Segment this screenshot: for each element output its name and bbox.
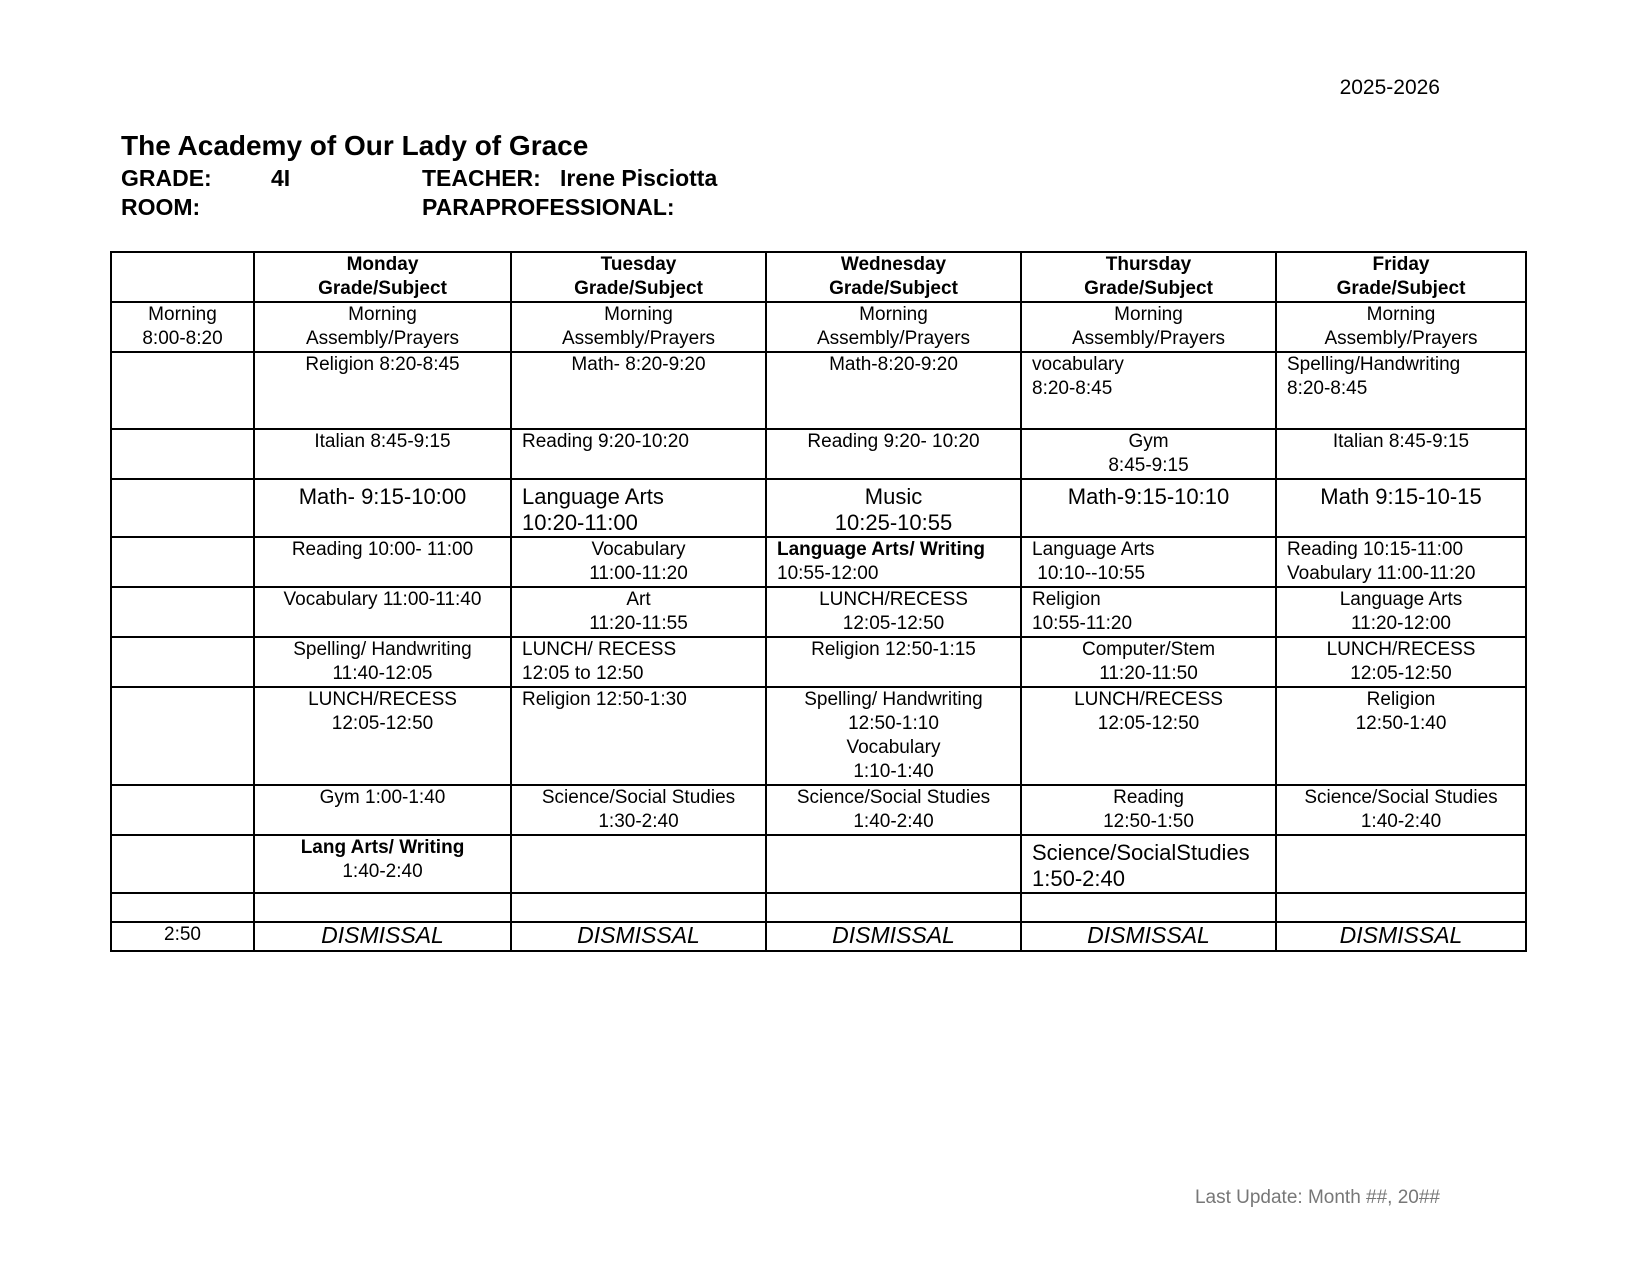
schedule-cell: Math-9:15-10:10 [1021, 479, 1276, 537]
schedule-cell: Italian 8:45-9:15 [1276, 429, 1526, 479]
schedule-cell: Religion 8:20-8:45 [254, 352, 511, 429]
schedule-cell: Spelling/ Handwriting 12:50-1:10 Vocabulary 1:10-1:40 [766, 687, 1021, 785]
schedule-cell: Morning Assembly/Prayers [254, 302, 511, 352]
grade-label: GRADE: [121, 165, 212, 191]
last-update: Last Update: Month ##, 20## [1194, 1187, 1440, 1208]
day-header-wednesday: Wednesday Grade/Subject [766, 252, 1021, 302]
table-row [111, 785, 1526, 835]
schedule-cell: Computer/Stem 11:20-11:50 [1021, 637, 1276, 687]
schedule-cell: vocabulary 8:20-8:45 [1021, 352, 1276, 429]
time-label-cell [111, 687, 254, 785]
schedule-cell: Science/SocialStudies 1:50-2:40 [1021, 835, 1276, 893]
grade-value: 4I [271, 165, 291, 191]
schedule-cell: Religion 10:55-11:20 [1021, 587, 1276, 637]
room-para-line [121, 194, 675, 221]
time-label-cell [111, 479, 254, 537]
schedule-cell: Italian 8:45-9:15 [254, 429, 511, 479]
table-row [111, 687, 1526, 785]
grade-teacher-line [121, 165, 717, 192]
day-header-tuesday: Tuesday Grade/Subject [511, 252, 766, 302]
schedule-cell: Math 9:15-10-15 [1276, 479, 1526, 537]
time-label-cell [111, 587, 254, 637]
schedule-cell: LUNCH/RECESS 12:05-12:50 [1276, 637, 1526, 687]
teacher-label: TEACHER: [422, 165, 541, 191]
schedule-cell: Language Arts/ Writing 10:55-12:00 [766, 537, 1021, 587]
schedule-cell: Math-8:20-9:20 [766, 352, 1021, 429]
time-label-cell [111, 835, 254, 893]
day-header-monday: Monday Grade/Subject [254, 252, 511, 302]
schedule-cell: Religion 12:50-1:30 [511, 687, 766, 785]
time-label-cell: 2:50 [111, 922, 254, 951]
schedule-cell: LUNCH/RECESS 12:05-12:50 [254, 687, 511, 785]
day-header-thursday: Thursday Grade/Subject [1021, 252, 1276, 302]
school-name: The Academy of Our Lady of Grace [121, 130, 589, 161]
dismissal-cell: DISMISSAL [1276, 922, 1526, 951]
schedule-cell: Religion 12:50-1:40 [1276, 687, 1526, 785]
time-label-cell [111, 893, 254, 922]
schedule-cell: LUNCH/RECESS 12:05-12:50 [766, 587, 1021, 637]
schedule-cell: Music 10:25-10:55 [766, 479, 1021, 537]
table-row [111, 587, 1526, 637]
dismissal-cell: DISMISSAL [1021, 922, 1276, 951]
room-label: ROOM: [121, 194, 201, 220]
dismissal-cell: DISMISSAL [766, 922, 1021, 951]
schedule-cell: Science/Social Studies 1:40-2:40 [1276, 785, 1526, 835]
schedule-cell: Reading 9:20- 10:20 [766, 429, 1021, 479]
schedule-cell [254, 893, 511, 922]
schedule-cell: Gym 8:45-9:15 [1021, 429, 1276, 479]
para-label: PARAPROFESSIONAL: [422, 194, 675, 220]
schedule-cell: Reading 10:00- 11:00 [254, 537, 511, 587]
schedule-cell: Lang Arts/ Writing 1:40-2:40 [254, 835, 511, 893]
table-row [111, 537, 1526, 587]
schedule-cell [766, 893, 1021, 922]
schedule-cell [1276, 835, 1526, 893]
time-label-cell [111, 637, 254, 687]
table-row [111, 429, 1526, 479]
schedule-cell: LUNCH/ RECESS 12:05 to 12:50 [511, 637, 766, 687]
schedule-cell: Religion 12:50-1:15 [766, 637, 1021, 687]
schedule-cell [766, 835, 1021, 893]
dismissal-cell: DISMISSAL [254, 922, 511, 951]
schedule-cell: Science/Social Studies 1:40-2:40 [766, 785, 1021, 835]
time-label-cell: Morning 8:00-8:20 [111, 302, 254, 352]
schedule-cell: Morning Assembly/Prayers [1021, 302, 1276, 352]
schedule-cell: Gym 1:00-1:40 [254, 785, 511, 835]
schedule-cell: Math- 8:20-9:20 [511, 352, 766, 429]
schedule-cell: Vocabulary 11:00-11:20 [511, 537, 766, 587]
table-row [111, 352, 1526, 429]
schedule-cell: Math- 9:15-10:00 [254, 479, 511, 537]
dismissal-row [111, 922, 1526, 951]
table-row [111, 302, 1526, 352]
corner-cell [111, 252, 254, 302]
schedule-table [110, 251, 1527, 952]
schedule-cell: Reading 9:20-10:20 [511, 429, 766, 479]
schedule-cell: Spelling/Handwriting 8:20-8:45 [1276, 352, 1526, 429]
schedule-cell: Language Arts 11:20-12:00 [1276, 587, 1526, 637]
schedule-cell: Vocabulary 11:00-11:40 [254, 587, 511, 637]
table-row [111, 893, 1526, 922]
schedule-cell: Art 11:20-11:55 [511, 587, 766, 637]
schedule-cell: Science/Social Studies 1:30-2:40 [511, 785, 766, 835]
schedule-cell: Spelling/ Handwriting 11:40-12:05 [254, 637, 511, 687]
day-header-row [111, 252, 1526, 302]
time-label-cell [111, 352, 254, 429]
day-header-friday: Friday Grade/Subject [1276, 252, 1526, 302]
schedule-cell [1276, 893, 1526, 922]
schedule-cell: Reading 10:15-11:00 Voabulary 11:00-11:20 [1276, 537, 1526, 587]
schedule-cell: Language Arts 10:20-11:00 [511, 479, 766, 537]
teacher-value: Irene Pisciotta [560, 165, 718, 191]
dismissal-cell: DISMISSAL [511, 922, 766, 951]
schedule-cell: Morning Assembly/Prayers [766, 302, 1021, 352]
time-label-cell [111, 537, 254, 587]
schedule-cell [511, 835, 766, 893]
school-year: 2025-2026 [1339, 76, 1440, 99]
schedule-cell [1021, 893, 1276, 922]
table-row [111, 835, 1526, 893]
schedule-cell: Reading 12:50-1:50 [1021, 785, 1276, 835]
schedule-cell [511, 893, 766, 922]
schedule-cell: Morning Assembly/Prayers [511, 302, 766, 352]
schedule-cell: Language Arts 10:10--10:55 [1021, 537, 1276, 587]
table-row [111, 479, 1526, 537]
schedule-cell: Morning Assembly/Prayers [1276, 302, 1526, 352]
schedule-cell: LUNCH/RECESS 12:05-12:50 [1021, 687, 1276, 785]
table-row [111, 637, 1526, 687]
time-label-cell [111, 785, 254, 835]
time-label-cell [111, 429, 254, 479]
